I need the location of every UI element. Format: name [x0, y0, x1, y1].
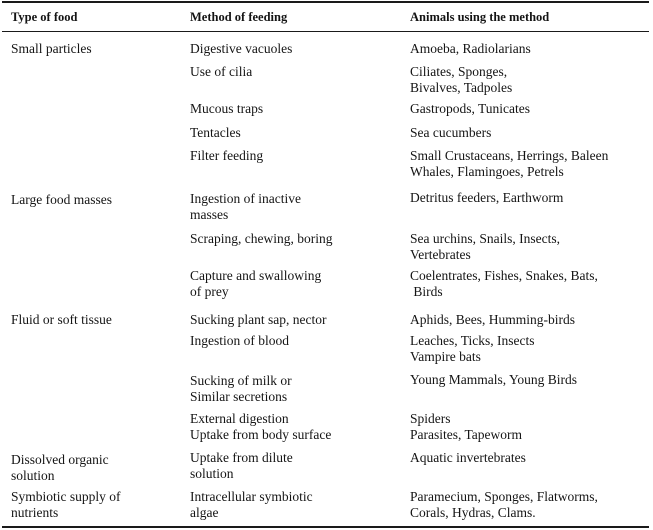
- feeding-method-cell: Tentacles: [190, 125, 241, 140]
- feeding-method-cell: Mucous traps: [190, 101, 264, 116]
- animals-cell: Aquatic invertebrates: [410, 450, 526, 465]
- feeding-method-cell: Uptake from dilute solution: [190, 450, 293, 481]
- feeding-method-cell: Digestive vacuoles: [190, 41, 293, 56]
- feeding-method-cell: Ingestion of inactive masses: [190, 191, 301, 222]
- feeding-method-cell: Filter feeding: [190, 148, 264, 163]
- header-animals-using-method: Animals using the method: [410, 10, 550, 24]
- header-method-of-feeding: Method of feeding: [190, 10, 288, 24]
- feeding-method-cell: Capture and swallowing of prey: [190, 268, 322, 299]
- animals-cell: Ciliates, Sponges, Bivalves, Tadpoles: [410, 64, 513, 95]
- animals-cell: Aphids, Bees, Humming-birds: [410, 312, 575, 327]
- animals-cell: Small Crustaceans, Herrings, Baleen Whales, Flamingoes, Petrels: [410, 148, 609, 179]
- animals-cell: Spiders Parasites, Tapeworm: [410, 411, 523, 442]
- animals-cell: Leaches, Ticks, Insects Vampire bats: [410, 333, 535, 364]
- animals-cell: Young Mammals, Young Birds: [410, 372, 578, 387]
- feeding-method-cell: Sucking plant sap, nector: [190, 312, 327, 327]
- header-type-of-food: Type of food: [11, 10, 78, 24]
- header-rule: [2, 31, 649, 32]
- feeding-method-cell: External digestion Uptake from body surface: [190, 411, 332, 442]
- animals-cell: Gastropods, Tunicates: [410, 101, 531, 116]
- animals-cell: Detritus feeders, Earthworm: [410, 190, 564, 205]
- feeding-method-cell: Intracellular symbiotic algae: [190, 489, 313, 520]
- table-top-rule: [2, 1, 649, 3]
- animals-cell: Sea urchins, Snails, Insects, Vertebrates: [410, 231, 560, 262]
- animals-cell: Coelentrates, Fishes, Snakes, Bats, Birds: [410, 268, 598, 299]
- animals-cell: Amoeba, Radiolarians: [410, 41, 531, 56]
- animals-cell: Paramecium, Sponges, Flatworms, Corals, Hydras, Clams.: [410, 489, 598, 520]
- food-type-cell: Large food masses: [11, 192, 112, 207]
- food-type-cell: Fluid or soft tissue: [11, 312, 112, 327]
- animals-cell: Sea cucumbers: [410, 125, 492, 140]
- feeding-method-cell: Ingestion of blood: [190, 333, 289, 348]
- feeding-method-cell: Use of cilia: [190, 64, 253, 79]
- food-type-cell: Dissolved organic solution: [11, 452, 109, 483]
- food-type-cell: Small particles: [11, 41, 92, 56]
- food-type-cell: Symbiotic supply of nutrients: [11, 489, 121, 520]
- table-bottom-rule: [2, 526, 649, 528]
- feeding-method-cell: Scraping, chewing, boring: [190, 231, 333, 246]
- feeding-method-cell: Sucking of milk or Similar secretions: [190, 373, 292, 404]
